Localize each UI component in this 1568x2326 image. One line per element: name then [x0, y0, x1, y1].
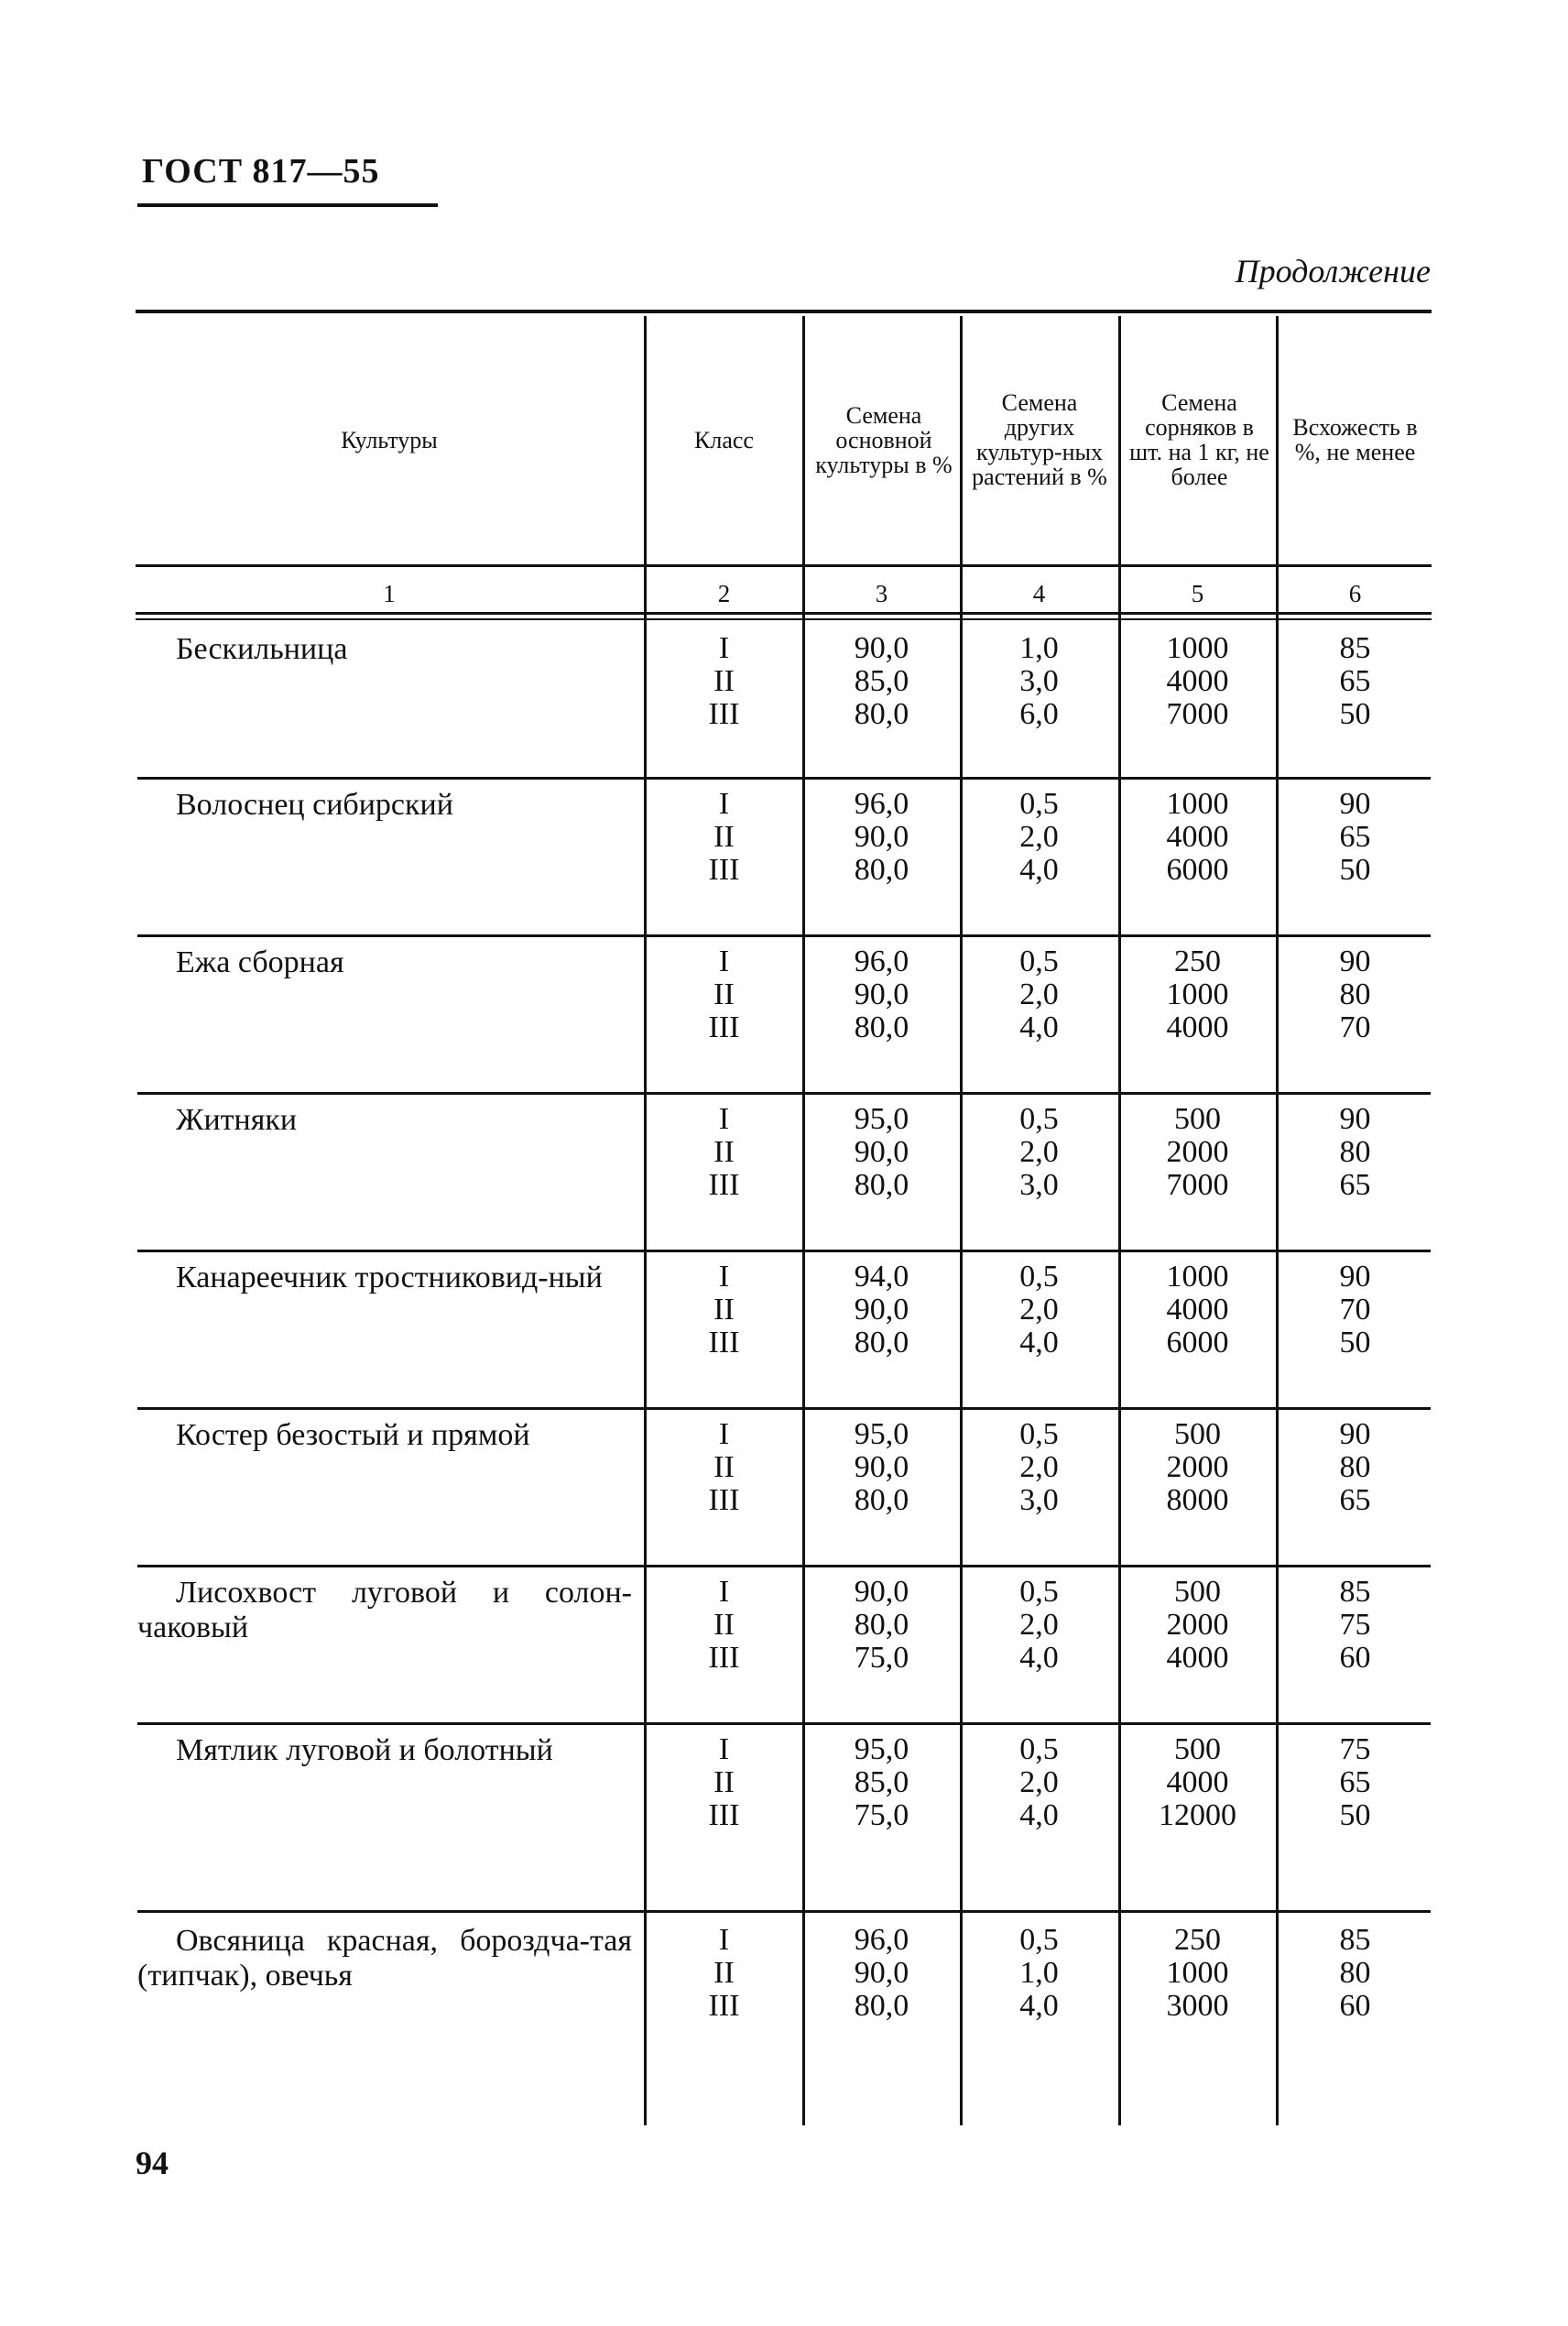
class-values: III: [708, 1989, 740, 2023]
class-values: III: [708, 1010, 740, 1044]
class-values: I: [718, 1732, 730, 1766]
germination-values: 65: [1339, 1765, 1371, 1799]
weed-seed-values: 250: [1174, 1923, 1221, 1957]
other-seed-values: 2,0: [1019, 1765, 1059, 1799]
col-number-4: 4: [1032, 580, 1046, 607]
germination-values: 80: [1339, 1956, 1371, 1990]
germination-values: 90: [1339, 1260, 1371, 1294]
class-values: III: [708, 1326, 740, 1360]
weed-seed-values: 1000: [1166, 787, 1229, 821]
main-seed-values: 85,0: [854, 664, 909, 698]
other-seed-values: 0,5: [1019, 945, 1059, 978]
main-seed-values: 80,0: [854, 1326, 909, 1360]
class-values: III: [708, 1798, 740, 1832]
germination-values: 85: [1339, 1575, 1371, 1609]
crop-name: Канареечник тростниковид-ный: [176, 1261, 603, 1294]
weed-seed-values: 4000: [1166, 664, 1229, 698]
main-seed-values: 80,0: [854, 697, 909, 731]
main-seed-values: 95,0: [854, 1417, 909, 1451]
germination-values: 65: [1339, 1483, 1371, 1517]
main-seed-values: 90,0: [854, 1450, 909, 1484]
class-values: III: [708, 1168, 740, 1202]
germination-values: 60: [1339, 1989, 1371, 2023]
other-seed-values: 4,0: [1019, 853, 1059, 887]
weed-seed-values: 500: [1174, 1732, 1221, 1766]
class-values: II: [713, 1450, 735, 1484]
continuation-label: Продолжение: [1235, 253, 1431, 289]
main-seed-values: 80,0: [854, 1483, 909, 1517]
weed-seed-values: 4000: [1166, 820, 1229, 854]
crop-name: Житняки: [176, 1103, 298, 1137]
weed-seed-values: 6000: [1166, 1326, 1229, 1360]
main-seed-values: 95,0: [854, 1102, 909, 1136]
row-separator: [137, 1722, 1431, 1725]
colnum-bottom-rule-2: [136, 618, 1432, 620]
col-divider-4: [1118, 316, 1121, 2125]
col-divider-3: [960, 316, 963, 2125]
weed-seed-values: 500: [1174, 1417, 1221, 1451]
class-values: I: [718, 945, 730, 978]
main-seed-values: 90,0: [854, 1135, 909, 1169]
germination-values: 70: [1339, 1293, 1371, 1327]
class-values: I: [718, 1102, 730, 1136]
other-seed-values: 0,5: [1019, 1923, 1059, 1957]
main-seed-values: 90,0: [854, 820, 909, 854]
colnum-bottom-rule: [136, 612, 1432, 615]
other-seed-values: 3,0: [1019, 664, 1059, 698]
col-header-crops: Культуры: [341, 426, 438, 453]
col-divider-1: [644, 316, 647, 2125]
weed-seed-values: 1000: [1166, 631, 1229, 665]
crop-name: Волоснец сибирский: [176, 788, 453, 822]
weed-seed-values: 1000: [1166, 1956, 1229, 1990]
main-seed-values: 75,0: [854, 1641, 909, 1675]
weed-seed-values: 500: [1174, 1575, 1221, 1609]
col-header-other-seeds: Семена других культур-ных растений в %: [972, 389, 1107, 490]
row-separator: [137, 934, 1431, 937]
other-seed-values: 2,0: [1019, 977, 1059, 1011]
other-seed-values: 2,0: [1019, 1293, 1059, 1327]
other-seed-values: 6,0: [1019, 697, 1059, 731]
main-seed-values: 96,0: [854, 787, 909, 821]
crop-name: Костер безостый и прямой: [176, 1418, 530, 1452]
table-top-rule: [136, 310, 1432, 313]
col-number-1: 1: [383, 580, 396, 607]
weed-seed-values: 8000: [1166, 1483, 1229, 1517]
main-seed-values: 80,0: [854, 853, 909, 887]
other-seed-values: 0,5: [1019, 1575, 1059, 1609]
germination-values: 65: [1339, 820, 1371, 854]
class-values: I: [718, 631, 730, 665]
main-seed-values: 90,0: [854, 1575, 909, 1609]
other-seed-values: 4,0: [1019, 1326, 1059, 1360]
germination-values: 90: [1339, 945, 1371, 978]
germination-values: 50: [1339, 1326, 1371, 1360]
germination-values: 90: [1339, 1102, 1371, 1136]
class-values: II: [713, 1765, 735, 1799]
col-header-weed-seeds: Семена сорняков в шт. на 1 кг, не более: [1129, 389, 1269, 490]
row-separator: [137, 1910, 1431, 1913]
germination-values: 70: [1339, 1010, 1371, 1044]
weed-seed-values: 7000: [1166, 1168, 1229, 1202]
other-seed-values: 1,0: [1019, 631, 1059, 665]
germination-values: 75: [1339, 1732, 1371, 1766]
col-number-5: 5: [1191, 580, 1204, 607]
class-values: II: [713, 1293, 735, 1327]
row-separator: [137, 777, 1431, 780]
germination-values: 65: [1339, 1168, 1371, 1202]
col-number-3: 3: [875, 580, 888, 607]
weed-seed-values: 3000: [1166, 1989, 1229, 2023]
germination-values: 50: [1339, 1798, 1371, 1832]
main-seed-values: 75,0: [854, 1798, 909, 1832]
weed-seed-values: 2000: [1166, 1608, 1229, 1642]
germination-values: 50: [1339, 853, 1371, 887]
main-seed-values: 95,0: [854, 1732, 909, 1766]
row-separator: [137, 1565, 1431, 1567]
row-separator: [137, 1407, 1431, 1410]
class-values: I: [718, 1417, 730, 1451]
other-seed-values: 2,0: [1019, 1135, 1059, 1169]
other-seed-values: 4,0: [1019, 1989, 1059, 2023]
class-values: II: [713, 977, 735, 1011]
germination-values: 75: [1339, 1608, 1371, 1642]
weed-seed-values: 6000: [1166, 853, 1229, 887]
col-header-germination: Всхожесть в %, не менее: [1292, 414, 1418, 465]
crop-name: Овсяница красная, бороздча-тая (типчак), овечья: [137, 1924, 632, 1993]
weed-seed-values: 7000: [1166, 697, 1229, 731]
germination-values: 65: [1339, 664, 1371, 698]
other-seed-values: 0,5: [1019, 1732, 1059, 1766]
col-header-main-seeds: Семена основной культуры в %: [815, 401, 953, 478]
main-seed-values: 90,0: [854, 1293, 909, 1327]
col-header-class: Класс: [694, 426, 754, 453]
weed-seed-values: 2000: [1166, 1450, 1229, 1484]
main-seed-values: 90,0: [854, 631, 909, 665]
weed-seed-values: 4000: [1166, 1765, 1229, 1799]
germination-values: 90: [1339, 787, 1371, 821]
other-seed-values: 4,0: [1019, 1641, 1059, 1675]
class-values: I: [718, 1575, 730, 1609]
class-values: I: [718, 787, 730, 821]
crop-name: Мятлик луговой и болотный: [176, 1733, 553, 1767]
class-values: III: [708, 1483, 740, 1517]
page-number: 94: [136, 2145, 169, 2181]
main-seed-values: 90,0: [854, 1956, 909, 1990]
germination-values: 60: [1339, 1641, 1371, 1675]
main-seed-values: 80,0: [854, 1168, 909, 1202]
class-values: II: [713, 664, 735, 698]
germination-values: 80: [1339, 1135, 1371, 1169]
main-seed-values: 96,0: [854, 1923, 909, 1957]
class-values: II: [713, 1608, 735, 1642]
weed-seed-values: 1000: [1166, 977, 1229, 1011]
col-divider-5: [1276, 316, 1279, 2125]
main-seed-values: 90,0: [854, 977, 909, 1011]
col-divider-2: [802, 316, 805, 2125]
class-values: I: [718, 1260, 730, 1294]
main-seed-values: 80,0: [854, 1010, 909, 1044]
weed-seed-values: 250: [1174, 945, 1221, 978]
other-seed-values: 2,0: [1019, 1450, 1059, 1484]
class-values: III: [708, 1641, 740, 1675]
other-seed-values: 2,0: [1019, 1608, 1059, 1642]
class-values: II: [713, 1956, 735, 1990]
weed-seed-values: 500: [1174, 1102, 1221, 1136]
main-seed-values: 80,0: [854, 1989, 909, 2023]
weed-seed-values: 2000: [1166, 1135, 1229, 1169]
main-seed-values: 85,0: [854, 1765, 909, 1799]
germination-values: 80: [1339, 1450, 1371, 1484]
other-seed-values: 0,5: [1019, 1417, 1059, 1451]
main-seed-values: 96,0: [854, 945, 909, 978]
other-seed-values: 2,0: [1019, 820, 1059, 854]
other-seed-values: 3,0: [1019, 1483, 1059, 1517]
class-values: III: [708, 853, 740, 887]
weed-seed-values: 1000: [1166, 1260, 1229, 1294]
other-seed-values: 3,0: [1019, 1168, 1059, 1202]
germination-values: 90: [1339, 1417, 1371, 1451]
other-seed-values: 0,5: [1019, 1260, 1059, 1294]
other-seed-values: 4,0: [1019, 1010, 1059, 1044]
weed-seed-values: 4000: [1166, 1293, 1229, 1327]
class-values: I: [718, 1923, 730, 1957]
main-seed-values: 94,0: [854, 1260, 909, 1294]
col-number-6: 6: [1348, 580, 1362, 607]
germination-values: 50: [1339, 697, 1371, 731]
class-values: III: [708, 697, 740, 731]
other-seed-values: 0,5: [1019, 787, 1059, 821]
gost-designation: ГОСТ 817—55: [142, 152, 380, 191]
germination-values: 80: [1339, 977, 1371, 1011]
crop-name: Бескильница: [176, 632, 348, 666]
row-separator: [137, 1250, 1431, 1252]
weed-seed-values: 4000: [1166, 1010, 1229, 1044]
gost-underline: [137, 203, 438, 207]
header-bottom-rule: [136, 564, 1432, 567]
weed-seed-values: 4000: [1166, 1641, 1229, 1675]
class-values: II: [713, 1135, 735, 1169]
other-seed-values: 4,0: [1019, 1798, 1059, 1832]
row-separator: [137, 1092, 1431, 1095]
germination-values: 85: [1339, 1923, 1371, 1957]
germination-values: 85: [1339, 631, 1371, 665]
other-seed-values: 0,5: [1019, 1102, 1059, 1136]
crop-name: Ежа сборная: [176, 945, 344, 979]
crop-name: Лисохвост луговой и солон-чаковый: [137, 1576, 632, 1644]
class-values: II: [713, 820, 735, 854]
weed-seed-values: 12000: [1159, 1798, 1236, 1832]
other-seed-values: 1,0: [1019, 1956, 1059, 1990]
col-number-2: 2: [717, 580, 731, 607]
main-seed-values: 80,0: [854, 1608, 909, 1642]
